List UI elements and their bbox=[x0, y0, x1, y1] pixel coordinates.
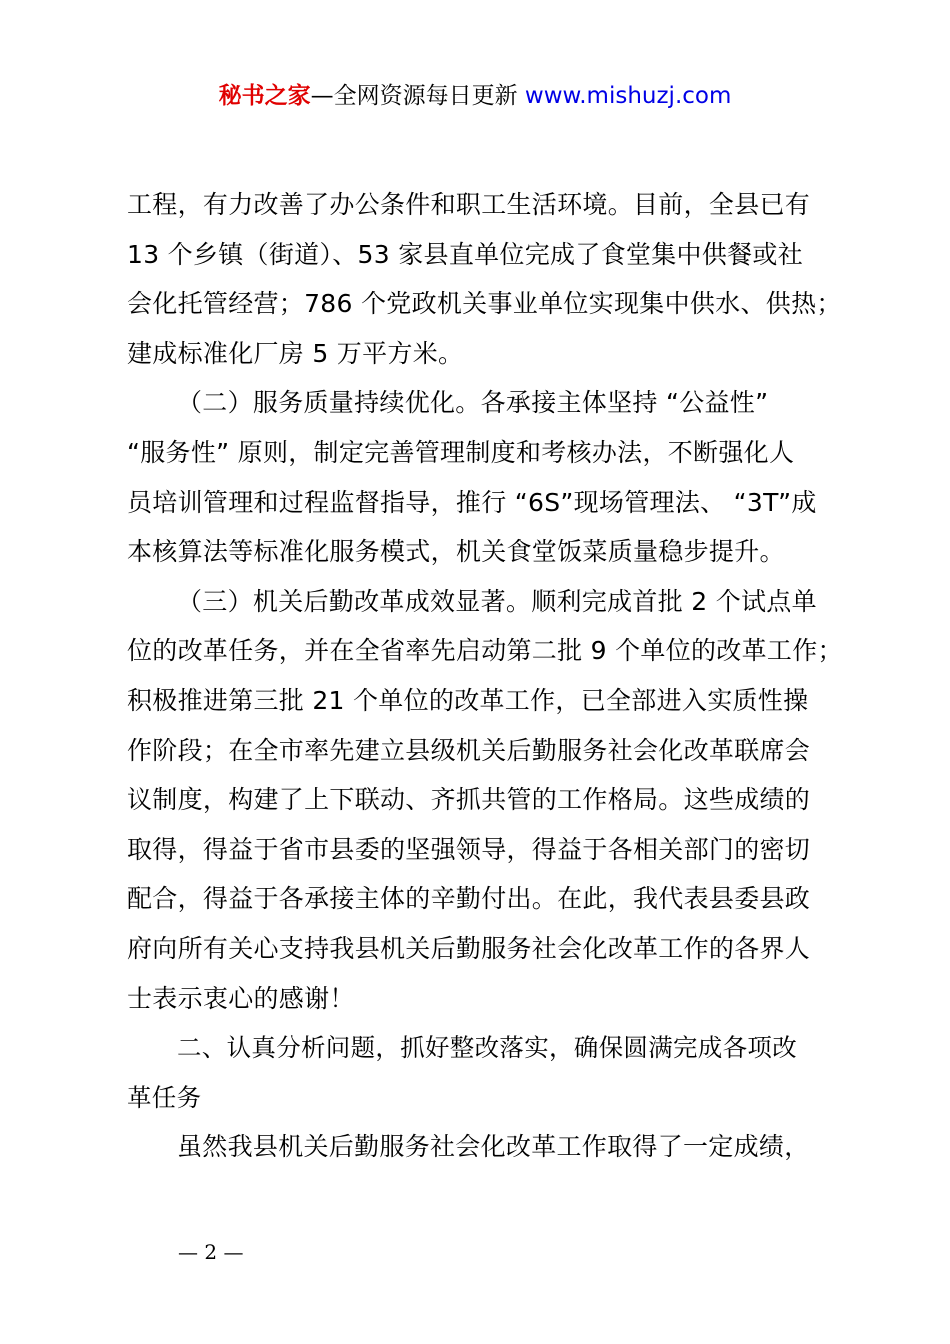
paragraph-line: 本核算法等标准化服务模式，机关食堂饭菜质量稳步提升。 bbox=[127, 537, 785, 567]
paragraph-line: “服务性” 原则，制定完善管理制度和考核办法，不断强化人 bbox=[127, 437, 795, 467]
paragraph-line: （三）机关后勤改革成效显著。顺利完成首批 2 个试点单 bbox=[177, 586, 817, 616]
paragraph-line: 工程，有力改善了办公条件和职工生活环境。目前，全县已有 bbox=[127, 190, 811, 219]
paragraph-line: 位的改革任务，并在全省率先启动第二批 9 个单位的改革工作； bbox=[127, 636, 843, 666]
paragraph-line: 积极推进第三批 21 个单位的改革工作，已全部进入实质性操 bbox=[127, 685, 809, 715]
paragraph-line: 士表示衷心的感谢！ bbox=[127, 983, 355, 1013]
site-header bbox=[0, 80, 950, 112]
paragraph-line: 取得，得益于省市县委的坚强领导，得益于各相关部门的密切 bbox=[127, 834, 811, 864]
paragraph-line: 建成标准化厂房 5 万平方米。 bbox=[127, 338, 464, 368]
site-tagline: —全网资源每日更新 bbox=[310, 83, 518, 109]
paragraph-line: 议制度，构建了上下联动、齐抓共管的工作格局。这些成绩的 bbox=[127, 785, 811, 815]
paragraph-line: 会化托管经营；786 个党政机关事业单位实现集中供水、供热； bbox=[127, 289, 842, 319]
site-brand: 秘书之家 bbox=[218, 83, 311, 109]
paragraph-line: （二）服务质量持续优化。各承接主体坚持 “公益性” bbox=[177, 388, 769, 418]
page-number: — 2 — bbox=[178, 1240, 244, 1264]
paragraph-line: 配合，得益于各承接主体的辛勤付出。在此，我代表县委县政 bbox=[127, 884, 811, 914]
document-body bbox=[127, 180, 847, 1172]
section-heading-line: 革任务 bbox=[127, 1082, 202, 1112]
section-heading-line: 二、认真分析问题，抓好整改落实，确保圆满完成各项改 bbox=[177, 1033, 797, 1063]
paragraph-line: 作阶段；在全市率先建立县级机关后勤服务社会化改革联席会 bbox=[127, 735, 811, 765]
paragraph-line: 员培训管理和过程监督指导，推行 “6S”现场管理法、 “3T”成 bbox=[127, 487, 817, 517]
paragraph-line: 13 个乡镇（街道）、53 家县直单位完成了食堂集中供餐或社 bbox=[127, 239, 804, 269]
paragraph-line: 虽然我县机关后勤服务社会化改革工作取得了一定成绩， bbox=[177, 1132, 810, 1162]
paragraph-line: 府向所有关心支持我县机关后勤服务社会化改革工作的各界人 bbox=[127, 933, 811, 963]
site-url-link[interactable]: www.mishuzj.com bbox=[524, 83, 732, 109]
